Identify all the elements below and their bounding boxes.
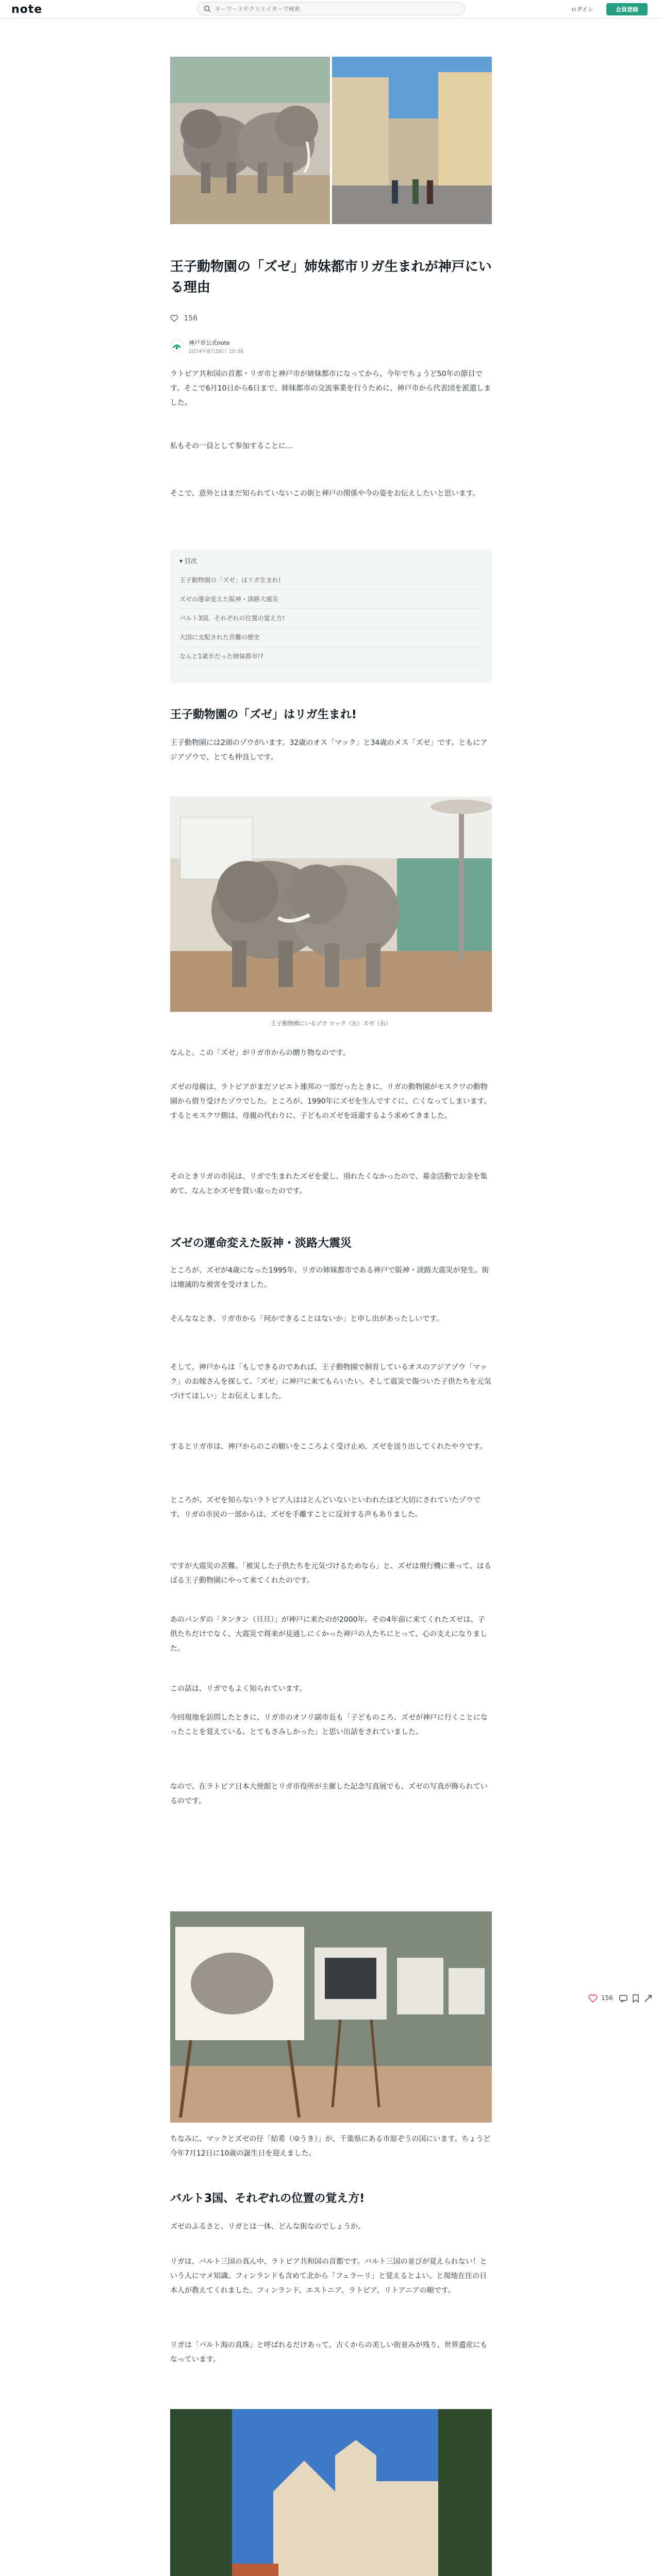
signup-button[interactable]: 会員登録 [606,3,648,15]
section-1-after-2: ズゼの母親は、ラトビアがまだソビエト連邦の一部だったときに、リガの動物園がモスクワの動物園から借り受けたゾウでした。ところが、1990年にズゼを生んですぐに、亡くなってしまいます。するとモスクワ側は、母親の代わりに、子どものズゼを返還するよう求めてきました。 [170,1083,491,1120]
section-1-paragraph: 王子動物園には2頭のゾウがいます。32歳のオス「マック」と34歳のメス「ズゼ」です。ともにアジアゾウで、とても仲良しです。 [170,739,488,761]
section-3-paragraph: ズゼのふるさと、リガとは一体、どんな街なのでしょうか。 [170,2223,365,2231]
share-icon[interactable] [643,1994,653,2003]
floating-action-bar [583,1991,655,2006]
toc-item[interactable]: バルト3国、それぞれの位置の覚え方! [179,609,483,628]
section-2-paragraph: この話は、リガでもよく知られています。 [170,1685,307,1693]
section-heading-2: ズゼの運命変えた阪神・淡路大震災 [170,1237,352,1250]
section-1-after-3: そのときリガの市民は、リガで生まれたズゼを愛し、別れたくなかったので、募金活動でお金を集めて、なんとかズゼを買い取ったのです。 [170,1173,488,1195]
hero-image [170,57,492,224]
toc-item[interactable]: なんと1歳半だった姉妹都市!? [179,647,483,666]
section-2-paragraph: 今回現地を訪問したときに、リガ市のオソリ副市長も「子どものころ、ズゼが神戸に行くことになったことを覚えている。とてもさみしかった」と思い出話をされていました。 [170,1714,488,1736]
section-2-paragraph: そんななとき、リガ市から「何かできることはないか」と申し出があったしいです。 [170,1315,444,1323]
photo-exhibit-image [170,1911,492,2123]
toc-item[interactable]: 大国に支配された苦難の歴史 [179,628,483,647]
comment-icon[interactable] [619,1994,628,2003]
toc-toggle-icon: ▾ [179,557,185,565]
like-summary[interactable] [170,314,197,325]
publish-date: 2024年8月28日 10:36 [189,349,244,354]
section-3-paragraph: リガは「バルト海の真珠」と呼ばれるだけあって、古くからの美しい街並みが残り、世界遺産にもなっています。 [170,2341,488,2364]
author-name[interactable]: 神戸市公式note [189,340,230,346]
section-2-paragraph: ところが、ズゼを知らないラトビア人ははとんどいないといわれたほど大切にされていたゾウです。リガの市民の一部からは、ズゼを手離すことに反対する声もありました。 [170,1496,481,1519]
like-count: 156 [184,314,198,323]
search-input[interactable] [215,4,457,13]
section-2-paragraph: あのパンダの「タンタン（旦旦）」が神戸に来たのが2000年。その4年前に来てくれたズゼは、子供たちだけでなく、大震災で将来が見通しにくかった神戸の人たちにとって、心の支えになりました。 [170,1616,488,1653]
login-button[interactable]: ログイン [566,3,598,15]
intro-paragraph-1: ラトビア共和国の首都・リガ市と神戸市が姉妹都市になってから、今年でちょうど50年の節目です。そこで6月10日から6日まで、姉妹都市の交流事業を行うために、神戸市から代表団を派遣しました。 [170,370,491,407]
toc-item[interactable]: 王子動物園の「ズゼ」はリガ生まれ! [179,571,483,590]
search-box[interactable] [197,2,465,15]
section-1-after-1: なんと、この「ズゼ」がリガ市からの贈り物なのです。 [170,1049,350,1057]
section-2-paragraph: するとリガ市は、神戸からのこの願いをこころよく受け止め、ズゼを送り出してくれたやウです。 [170,1443,487,1451]
table-of-contents [170,549,492,683]
photo-caption: 王子動物園にいるゾウ マック（左）ズゼ（右） [271,1020,391,1027]
heart-icon [170,315,178,322]
top-header [0,0,662,19]
section-2-paragraph: そして、神戸からは「もしできるのであれば、王子動物園で飼育しているオスのアジアゾウ「マック」のお嫁さんを探して、「ズゼ」に神戸に来てもらいたい。そして震災で傷ついた子供たちを元気づけてほしい」とお伝えしました。 [170,1363,491,1400]
section-2-paragraph: ところが、ズゼが4歳になった1995年、リガの姉妹都市である神戸で阪神・淡路大震災が発生。街は壊滅的な被害を受けました。 [170,1266,489,1289]
intro-paragraph-3: そこで、意外とはまだ知られていないこの街と神戸の関係や今の姿をお伝えしたいと思います。 [170,489,480,498]
section-heading-3: バルト3国、それぞれの位置の覚え方! [170,2192,365,2205]
elephants-photo [170,796,492,1012]
note-logo[interactable]: note [11,3,43,16]
bookmark-icon[interactable] [631,1994,640,2003]
floating-like-count: 156 [601,1994,613,2002]
riga-street-image [170,2409,492,2576]
search-icon [204,5,211,12]
author-avatar[interactable] [170,339,184,352]
section-2-paragraph: ですが大震災の苦難。「被災した子供たちを元気づけるためなら」と、ズゼは飛行機に乗って、はるばる王子動物園にやって来てくれたのです。 [170,1562,491,1585]
section-2-after: ちなみに、マックとズゼの仔「結希（ゆうき）」が、千葉県にある市原ぞうの国にいます。ちょうど今年7月12日に10歳の誕生日を迎えました。 [170,2135,491,2158]
intro-paragraph-2: 私もその一員として参加することに… [170,442,293,450]
like-heart-icon[interactable] [588,1994,598,2003]
toc-item[interactable]: ズゼの運命変えた阪神・淡路大震災 [179,590,483,609]
section-2-paragraph: なので、在ラトビア日本大使館とリガ市役所が主催した記念写真展でも、ズゼの写真が飾られているのです。 [170,1783,488,1805]
author-block[interactable] [170,337,376,355]
section-3-paragraph: リガは、バルト三国の真ん中、ラトビア共和国の首都です。バルト三国の並びが覚えられない！という人にマメ知識。フィンランドも含めて北から「フェラーリ」と覚えるとよい。と現地在住の日本人が教えてくれました。フィンランド、エストニア、ラトビア、リトアニアの順です。 [170,2258,487,2295]
article-title: 王子動物園の「ズゼ」姉妹都市リガ生まれが神戸にいる理由 [170,259,492,295]
section-heading-1: 王子動物園の「ズゼ」はリガ生まれ! [170,708,357,721]
toc-title[interactable]: ▾ 目次 [179,557,197,565]
